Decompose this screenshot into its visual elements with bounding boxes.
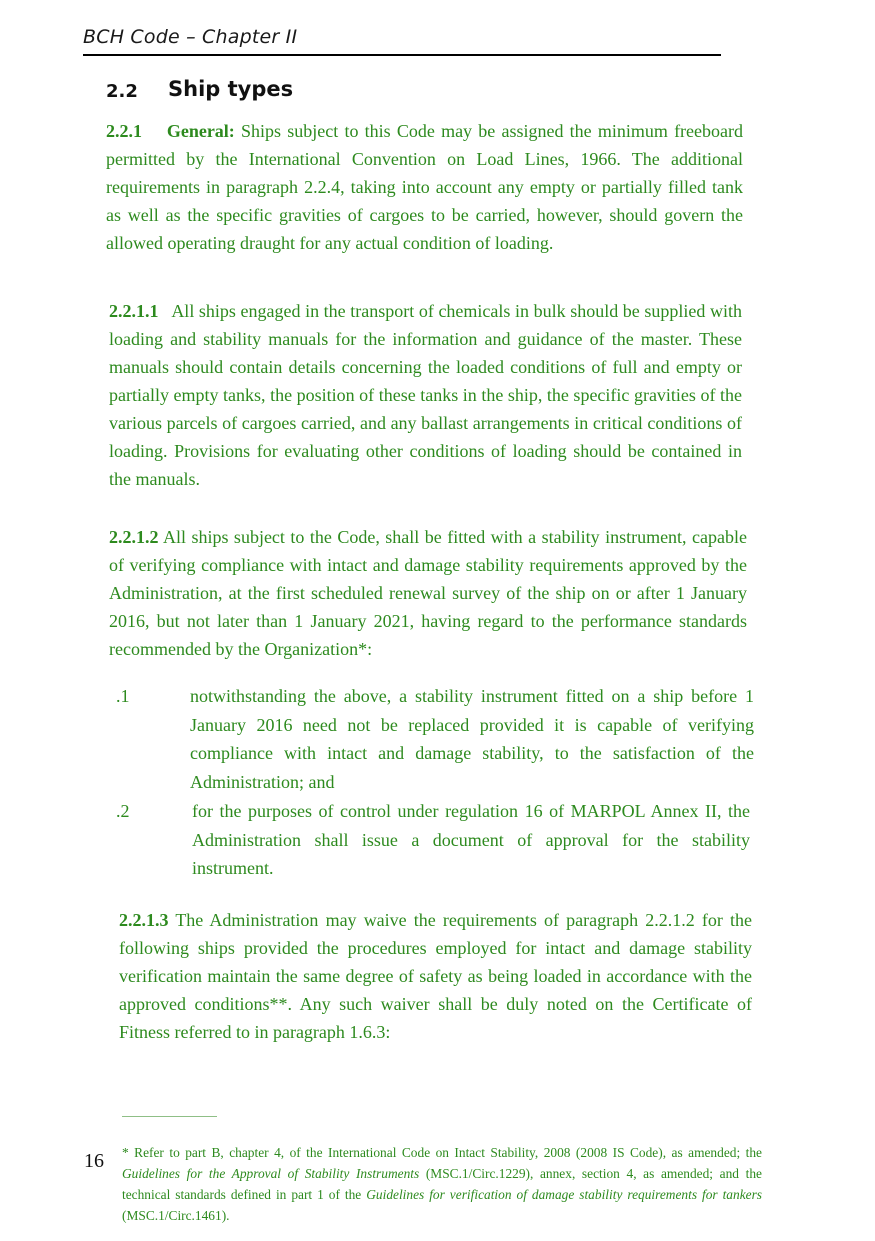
header-title: BCH Code – Chapter II: [83, 26, 298, 48]
paragraph-2-2-1-1: [109, 297, 742, 493]
paragraph-label: 2.2.1: [106, 121, 142, 141]
list-item-text: notwithstanding the above, a stability instrument fitted on a ship before 1 January 2016 need not be replaced provided it is capable of verifying compliance with intact and damage stability, to the satisfaction of the Administration; and: [190, 686, 754, 792]
paragraph-label: 2.2.1.2: [109, 527, 159, 547]
footnote-guidelines-title: Guidelines for verification of damage stability requirements for tankers: [366, 1187, 763, 1202]
footnote-text: (MSC.1/Circ.1461).: [122, 1208, 230, 1223]
section-title: Ship types: [168, 77, 294, 101]
footnote-guidelines-title: Guidelines for the Approval of Stability Instruments: [122, 1166, 420, 1181]
paragraph-text: All ships engaged in the transport of chemicals in bulk should be supplied with loading and stability manuals for the information and guidance of the master. These manuals should contain details concerning the loaded conditions of full and empty or partially empty tanks, the position of these tanks in the ship, the specific gravities of the various parcels of cargoes carried, and any ballast arrangements in critical conditions of loading. Provisions for evaluating other conditions of loading should be contained in the manuals.: [109, 301, 742, 489]
paragraph-bold-lead: General:: [166, 121, 235, 141]
list-item-number: .1: [116, 686, 130, 706]
footnote-text: * Refer to part B, chapter 4, of the International Code on Intact Stability, 2008 (2008 IS Code), as amended; the: [122, 1145, 762, 1160]
list-item-number: .2: [116, 801, 130, 821]
paragraph-text: The Administration may waive the requirements of paragraph 2.2.1.2 for the following ships provided the procedures employed for intact and damage stability verification maintain the same degree of safety as being loaded in accordance with the approved conditions**. Any such waiver shall be duly noted on the Certificate of Fitness referred to in paragraph 1.6.3:: [119, 910, 752, 1042]
page-number: 16: [84, 1150, 104, 1172]
footnote: [122, 1142, 762, 1226]
list-item-text: for the purposes of control under regulation 16 of MARPOL Annex II, the Administration shall issue a document of approval for the stability instrument.: [192, 801, 750, 878]
paragraph-text: All ships subject to the Code, shall be fitted with a stability instrument, capable of verifying compliance with intact and damage stability requirements approved by the Administration, at the first scheduled renewal survey of the ship on or after 1 January 2016, but not later than 1 January 2021, having regard to the performance standards recommended by the Organization*:: [109, 527, 747, 659]
paragraph-2-2-1: [106, 117, 743, 257]
footnote-text: (MSC.1/Circ.1229), annex, section 4, as amended; and the technical standards defined in part 1 of the: [122, 1166, 762, 1202]
section-number: 2.2: [106, 81, 138, 102]
paragraph-2-2-1-3: [119, 906, 752, 1046]
paragraph-label: 2.2.1.1: [109, 301, 159, 321]
paragraph-text: Ships subject to this Code may be assigned the minimum freeboard permitted by the International Convention on Load Lines, 1966. The additional requirements in paragraph 2.2.4, taking into account any empty or partially filled tank as well as the specific gravities of cargoes to be carried, however, should govern the allowed operating draught for any actual condition of loading.: [106, 121, 744, 253]
paragraph-2-2-1-2: [109, 523, 747, 663]
running-header: [83, 24, 721, 56]
footnote-divider: [122, 1116, 217, 1117]
paragraph-label: 2.2.1.3: [119, 910, 169, 930]
